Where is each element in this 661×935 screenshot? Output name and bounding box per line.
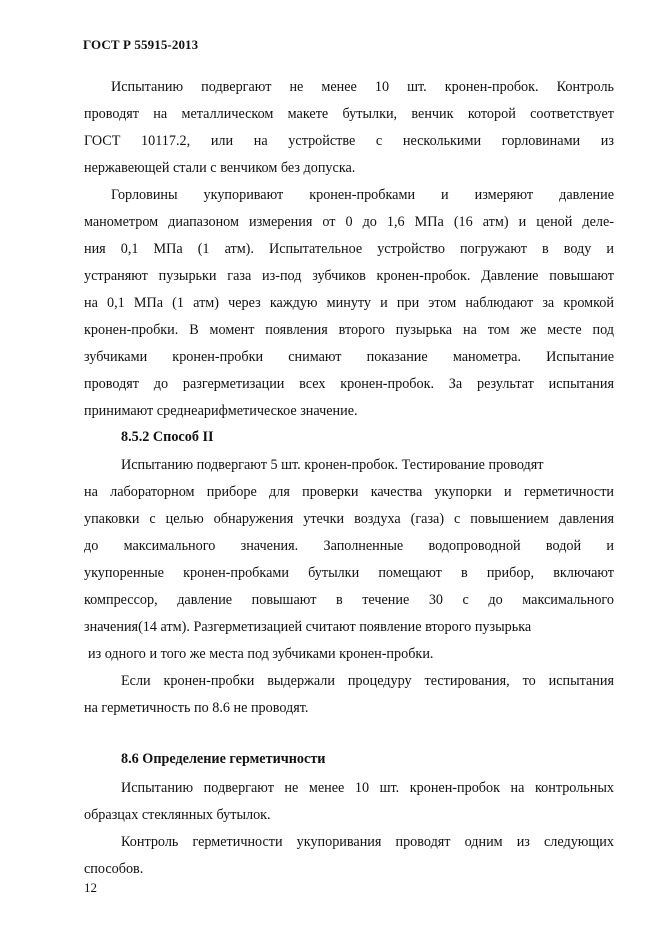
text-line: кронен-пробки. В момент появления второго пузырька на том же месте под <box>84 322 614 338</box>
text-line: Горловины укупоривают кронен-пробками и измеряют давление <box>111 187 614 203</box>
text-line: проводят до разгерметизации всех кронен-пробок. За результат испытания <box>84 376 614 392</box>
text-line: компрессор, давление повышают в течение 30 с до максимального <box>84 592 614 608</box>
text-line: на 0,1 МПа (1 атм) через каждую минуту и при этом наблюдают за кромкой <box>84 295 614 311</box>
text-line: Испытанию подвергают 5 шт. кронен-пробок. Тестирование проводят <box>121 457 544 473</box>
text-line: проводят на металлическом макете бутылки, венчик которой соответствует <box>84 106 614 122</box>
text-line: до максимального значения. Заполненные водопроводной водой и <box>84 538 614 554</box>
text-line: манометром диапазоном измерения от 0 до 1,6 МПа (16 атм) и ценой деле- <box>84 214 614 230</box>
text-line: Контроль герметичности укупоривания проводят одним из следующих <box>121 834 614 850</box>
text-line: устраняют пузырьки газа из-под зубчиков кронен-пробок. Давление повышают <box>84 268 614 284</box>
text-line: Если кронен-пробки выдержали процедуру тестирования, то испытания <box>121 673 614 689</box>
page-number: 12 <box>84 880 97 895</box>
text-line: из одного и того же места под зубчиками кронен-пробки. <box>88 646 434 662</box>
text-line: на лабораторном приборе для проверки качества укупорки и герметичности <box>84 484 614 500</box>
text-line: зубчиками кронен-пробки снимают показание манометра. Испытание <box>84 349 614 365</box>
section-heading-8-6: 8.6 Определение герметичности <box>121 751 326 767</box>
text-line: нержавеющей стали с венчиком без допуска. <box>84 160 356 176</box>
text-line: образцах стеклянных бутылок. <box>84 807 271 823</box>
document-header: ГОСТ Р 55915-2013 <box>83 37 199 52</box>
text-line: ния 0,1 МПа (1 атм). Испытательное устройство погружают в воду и <box>84 241 614 257</box>
text-line: принимают среднеарифметическое значение. <box>84 403 358 419</box>
section-heading-8-5-2: 8.5.2 Способ II <box>121 429 214 445</box>
text-line: на герметичность по 8.6 не проводят. <box>84 700 309 716</box>
text-line: значения(14 атм). Разгерметизацией считают появление второго пузырька <box>84 619 532 635</box>
text-line: Испытанию подвергают не менее 10 шт. кронен-пробок на контрольных <box>121 780 614 796</box>
text-line: ГОСТ 10117.2, или на устройстве с несколькими горловинами из <box>84 133 614 149</box>
text-line: укупоренные кронен-пробками бутылки помещают в прибор, включают <box>84 565 614 581</box>
text-line: упаковки с целью обнаружения утечки воздуха (газа) с повышением давления <box>84 511 614 527</box>
text-line: Испытанию подвергают не менее 10 шт. кронен-пробок. Контроль <box>111 79 614 95</box>
text-line: способов. <box>84 861 144 877</box>
